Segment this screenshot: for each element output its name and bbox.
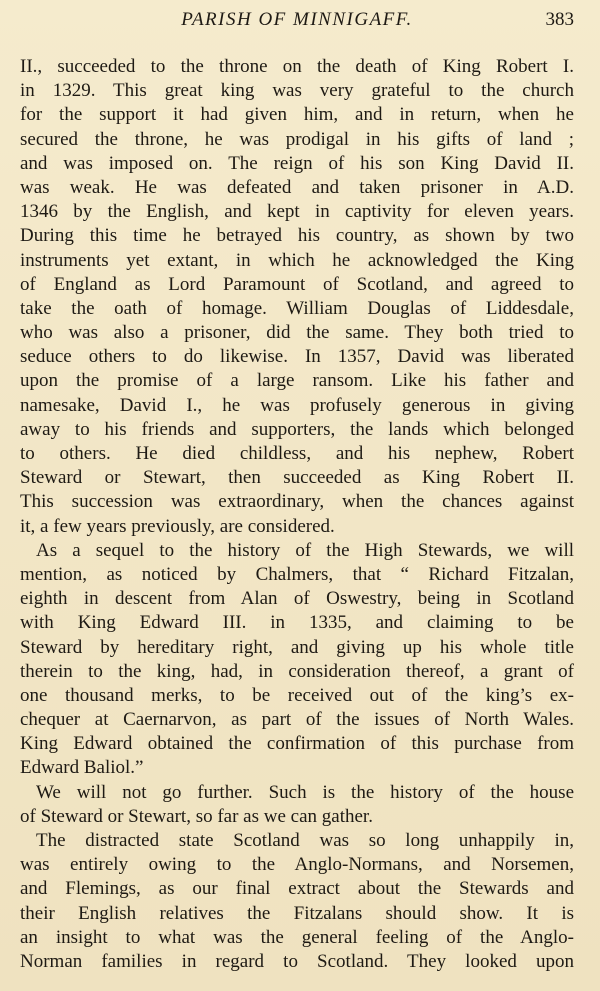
text-line: in 1329. This great king was very grateful to the church bbox=[20, 80, 574, 102]
text-line: instruments yet extant, in which he acknowledged the King bbox=[20, 249, 574, 271]
text-line: one thousand merks, to be received out of the king’s ex- bbox=[20, 684, 574, 706]
text-line: eighth in descent from Alan of Oswestry, being in Scotland bbox=[20, 588, 574, 610]
text-line: King Edward obtained the confirmation of this purchase from bbox=[20, 733, 574, 755]
text-line: away to his friends and supporters, the lands which belonged bbox=[20, 418, 574, 440]
page-header bbox=[20, 6, 574, 40]
paragraph-start-line: The distracted state Scotland was so long unhappily in, bbox=[36, 830, 574, 851]
text-line: upon the promise of a large ransom. Like his father and bbox=[20, 370, 574, 392]
text-line: II., succeeded to the throne on the death of King Robert I. bbox=[20, 56, 574, 77]
text-line: with King Edward III. in 1335, and claiming to be bbox=[20, 612, 574, 634]
text-line: and was imposed on. The reign of his son King David II. bbox=[20, 152, 574, 174]
page-number: 383 bbox=[545, 9, 574, 30]
text-line: for the support it had given him, and in return, when he bbox=[20, 104, 574, 126]
text-line: Norman families in regard to Scotland. They looked upon bbox=[20, 950, 574, 972]
text-line: chequer at Caernarvon, as part of the issues of North Wales. bbox=[20, 709, 574, 731]
text-line: seduce others to do likewise. In 1357, David was liberated bbox=[20, 346, 574, 368]
text-line: namesake, David I., he was profusely generous in giving bbox=[20, 394, 574, 416]
text-line: to others. He died childless, and his nephew, Robert bbox=[20, 443, 574, 464]
text-line: their English relatives the Fitzalans should show. It is bbox=[20, 902, 574, 924]
paragraph-end-line: it, a few years previously, are considered. bbox=[20, 515, 335, 537]
paragraph-start-line: As a sequel to the history of the High Stewards, we will bbox=[36, 539, 574, 561]
text-line: and Flemings, as our final extract about the Stewards and bbox=[20, 878, 574, 900]
paragraph-start-line: We will not go further. Such is the history of the house bbox=[36, 781, 574, 803]
text-line: secured the throne, he was prodigal in his gifts of land ; bbox=[20, 128, 574, 150]
text-line: This succession was extraordinary, when the chances against bbox=[20, 491, 574, 513]
text-line: therein to the king, had, in consideration thereof, a grant of bbox=[20, 660, 574, 682]
text-line: an insight to what was the general feeling of the Anglo- bbox=[20, 926, 574, 948]
paragraph-end-line: of Steward or Stewart, so far as we can gather. bbox=[20, 805, 373, 827]
paragraph-end-line: Edward Baliol.” bbox=[20, 757, 144, 779]
text-line: During this time he betrayed his country, as shown by two bbox=[20, 225, 574, 247]
text-line: Steward by hereditary right, and giving up his whole title bbox=[20, 636, 574, 658]
text-line: 1346 by the English, and kept in captivity for eleven years. bbox=[20, 201, 574, 223]
text-line: of England as Lord Paramount of Scotland, and agreed to bbox=[20, 273, 574, 295]
text-line: was entirely owing to the Anglo-Normans, and Norsemen, bbox=[20, 854, 574, 876]
text-line: take the oath of homage. William Douglas of Liddesdale, bbox=[20, 297, 574, 319]
text-line: who was also a prisoner, did the same. They both tried to bbox=[20, 322, 574, 344]
text-line: was weak. He was defeated and taken prisoner in A.D. bbox=[20, 176, 574, 198]
text-line: Steward or Stewart, then succeeded as King Robert II. bbox=[20, 467, 574, 489]
text-line: mention, as noticed by Chalmers, that “ Richard Fitzalan, bbox=[20, 563, 574, 585]
running-head: PARISH OF MINNIGAFF. bbox=[181, 9, 413, 30]
body-text bbox=[20, 55, 574, 974]
